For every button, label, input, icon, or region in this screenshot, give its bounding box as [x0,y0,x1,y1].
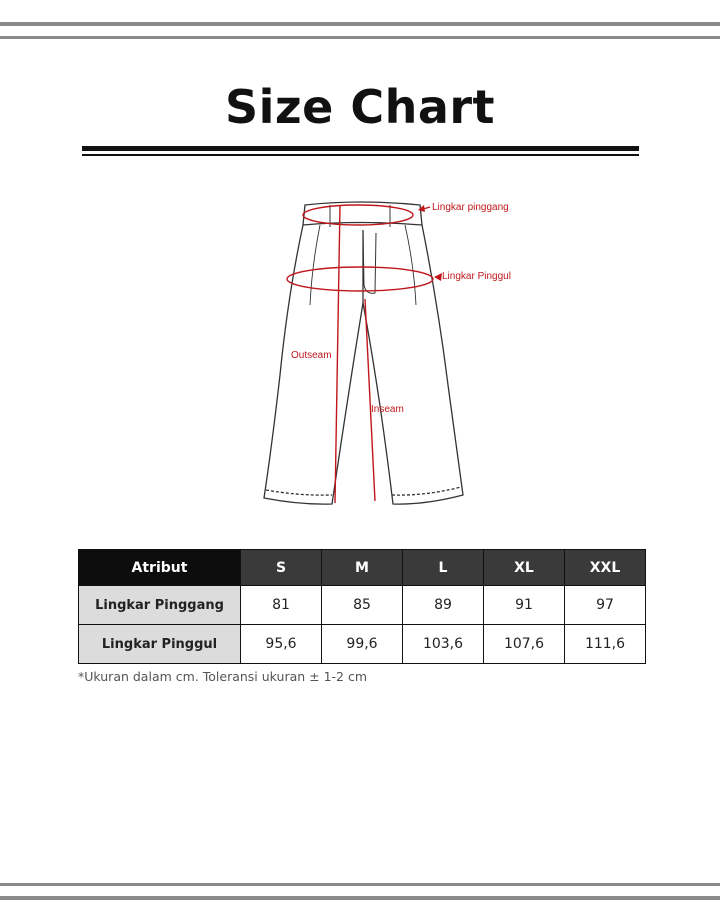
header-size-m: M [322,550,403,586]
header-size-xl: XL [484,550,565,586]
table-cell: 111,6 [565,625,646,664]
waist-label: Lingkar pinggang [432,202,509,213]
table-cell: 81 [241,586,322,625]
size-table [78,549,646,664]
table-row [79,586,646,625]
header-size-s: S [241,550,322,586]
table-row [79,625,646,664]
title-rule-thin [82,154,639,156]
row-label-hip: Lingkar Pinggul [79,625,241,664]
bottom-border-outer [0,896,720,900]
header-size-xxl: XXL [565,550,646,586]
row-label-waist: Lingkar Pinggang [79,586,241,625]
bottom-border-inner [0,883,720,886]
table-cell: 99,6 [322,625,403,664]
table-header-row [79,550,646,586]
table-cell: 89 [403,586,484,625]
pants-diagram [180,175,540,525]
inseam-measure-line [365,299,375,501]
hip-label: Lingkar Pinggul [442,271,511,282]
table-cell: 95,6 [241,625,322,664]
top-border-outer [0,22,720,26]
inseam-label: Inseam [371,404,404,415]
outseam-label: Outseam [291,350,332,361]
table-cell: 107,6 [484,625,565,664]
measurement-note: *Ukuran dalam cm. Toleransi ukuran ± 1-2 cm [78,669,368,684]
header-size-l: L [403,550,484,586]
page-title: Size Chart [224,80,496,134]
title-rule-thick [82,146,639,151]
table-cell: 97 [565,586,646,625]
top-border-inner [0,36,720,39]
table-cell: 85 [322,586,403,625]
header-attribute: Atribut [79,550,241,586]
table-cell: 91 [484,586,565,625]
table-cell: 103,6 [403,625,484,664]
hip-measure-ellipse [287,267,433,291]
